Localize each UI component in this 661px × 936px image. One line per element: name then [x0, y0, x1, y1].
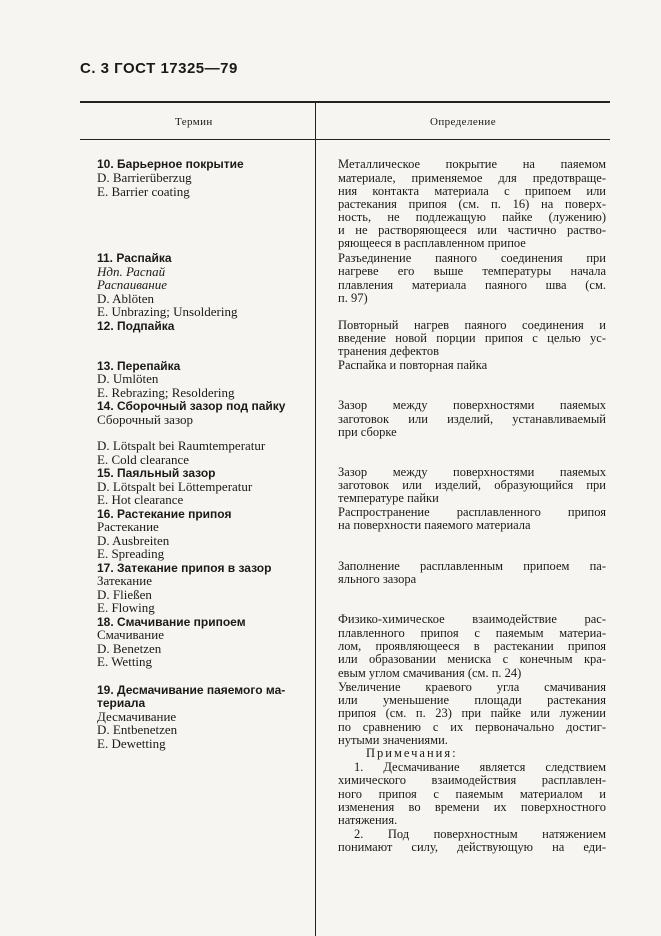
term-11-de: D. Ablöten: [97, 291, 155, 306]
term-15-de: D. Lötspalt bei Löttemperatur: [97, 479, 253, 494]
term-14-de: D. Lötspalt bei Raumtemperatur: [97, 438, 266, 453]
def-18-line-5: евым углом смачивания (см. п. 24): [338, 666, 522, 680]
term-11-title: 11. Распайка: [97, 251, 172, 265]
def-14-line-1: Зазор между поверхностями паяемых: [338, 398, 606, 412]
def-14-line-3: при сборке: [338, 425, 397, 439]
def-17-line-1: Заполнение расплавленным припоем па-: [338, 559, 606, 573]
def-10-line-4: растекания припоя (см. п. 16) на поверх-: [338, 197, 606, 211]
term-18-en: E. Wetting: [97, 654, 153, 669]
def-16-line-1: Распространение расплавленного припоя: [338, 505, 606, 519]
def-15-line-2: заготовок или изделий, образующийся при: [338, 478, 606, 492]
term-16-synonym: Растекание: [97, 519, 159, 534]
def-13-line-1: Распайка и повторная пайка: [338, 358, 488, 372]
term-17-en: E. Flowing: [97, 600, 155, 615]
def-11-line-1: Разъединение паяного соединения при: [338, 251, 606, 265]
term-19-synonym: Десмачивание: [97, 709, 177, 724]
term-19-de: D. Entbenetzen: [97, 722, 178, 737]
term-15-title: 15. Паяльный зазор: [97, 466, 216, 480]
def-17-line-2: яльного зазора: [338, 572, 417, 586]
term-17-synonym: Затекание: [97, 573, 152, 588]
note-1-line-5: натяжения.: [338, 813, 398, 827]
note-1-line-3: ного припоя с паяемым материалом и: [338, 787, 606, 801]
term-14-en: E. Cold clearance: [97, 452, 190, 467]
term-16-de: D. Ausbreiten: [97, 533, 170, 548]
note-2-line-2: понимают силу, действующую на еди-: [338, 840, 606, 854]
term-19-en: E. Dewetting: [97, 736, 166, 751]
note-2-line-1: 2. Под поверхностным натяжением: [354, 827, 606, 841]
term-18-synonym: Смачивание: [97, 627, 164, 642]
term-19-title-cont: териала: [97, 696, 146, 710]
def-10-line-7: ряющееся в расплавленном припое: [338, 236, 526, 250]
note-1-line-2: химического взаимодействия расплавлен-: [338, 773, 606, 787]
note-1-line-1: 1. Десмачивание является следствием: [354, 760, 606, 774]
term-19-title: 19. Десмачивание паяемого ма-: [97, 683, 286, 697]
def-10-line-6: и не растворяющееся или частично раство-: [338, 223, 606, 237]
def-18-line-1: Физико-химическое взаимодействие рас-: [338, 612, 606, 626]
term-12-title: 12. Подпайка: [97, 319, 175, 333]
term-17-de: D. Fließen: [97, 587, 152, 602]
def-16-line-2: на поверхности паяемого материала: [338, 518, 531, 532]
term-10-en: E. Barrier coating: [97, 184, 190, 199]
def-10-line-3: ния контакта материала с припоем или: [338, 184, 606, 198]
def-15-line-3: температуре пайки: [338, 491, 439, 505]
table-header-rule: [80, 139, 610, 140]
term-11-deprecated-2: Распаивание: [97, 277, 167, 292]
def-10-line-2: материале, применяемое для предотвраще-: [338, 171, 606, 185]
term-13-de: D. Umlöten: [97, 371, 159, 386]
term-13-title: 13. Перепайка: [97, 359, 181, 373]
def-19-line-1: Увеличение краевого угла смачивания: [338, 680, 606, 694]
column-header-definition: Определение: [430, 116, 496, 128]
def-18-line-2: плавленного припоя с паяемым материа-: [338, 626, 606, 640]
def-10-line-1: Металлическое покрытие на паяемом: [338, 157, 606, 171]
def-15-line-1: Зазор между поверхностями паяемых: [338, 465, 606, 479]
term-11-en: E. Unbrazing; Unsoldering: [97, 304, 238, 319]
term-10-title: 10. Барьерное покрытие: [97, 157, 244, 171]
def-18-line-4: или образовании мениска с конечным кра-: [338, 652, 606, 666]
note-1-line-4: изменения во времени их поверхностного: [338, 800, 606, 814]
term-13-en: E. Rebrazing; Resoldering: [97, 385, 235, 400]
def-12-line-1: Повторный нагрев паяного соединения и: [338, 318, 606, 332]
page-header: С. 3 ГОСТ 17325—79: [80, 60, 238, 77]
term-10-de: D. Barrierüberzug: [97, 170, 192, 185]
table-top-rule: [80, 101, 610, 103]
term-18-de: D. Benetzen: [97, 641, 162, 656]
term-15-en: E. Hot clearance: [97, 492, 184, 507]
term-18-title: 18. Смачивание припоем: [97, 615, 246, 629]
column-header-term: Термин: [175, 116, 213, 128]
notes-heading: Примечания:: [366, 746, 458, 760]
def-19-line-4: по сравнению с их первоначально достиг-: [338, 720, 606, 734]
term-11-deprecated: Ндп. Распай: [97, 264, 166, 279]
term-17-title: 17. Затекание припоя в зазор: [97, 561, 272, 575]
def-19-line-5: нутыми значениями.: [338, 733, 448, 747]
def-11-line-4: п. 97): [338, 291, 368, 305]
def-19-line-2: или уменьшение площади растекания: [338, 693, 606, 707]
def-18-line-3: лом, проявляющееся в растекании припоя: [338, 639, 606, 653]
def-11-line-3: плавления материала паяного шва (см.: [338, 278, 606, 292]
def-14-line-2: заготовок или изделий, устанавливаемый: [338, 412, 606, 426]
def-12-line-2: введение новой порции припоя с целью ус-: [338, 331, 606, 345]
def-12-line-3: транения дефектов: [338, 344, 439, 358]
def-19-line-3: припоя (см. п. 23) при пайке или лужении: [338, 706, 606, 720]
def-11-line-2: нагреве его выше температуры начала: [338, 264, 606, 278]
term-16-title: 16. Растекание припоя: [97, 507, 232, 521]
term-14-title: 14. Сборочный зазор под пайку: [97, 399, 286, 413]
term-14-synonym: Сборочный зазор: [97, 412, 194, 427]
column-divider: [315, 101, 316, 936]
def-10-line-5: ность, не подлежащую пайке (лужению): [338, 210, 606, 224]
term-16-en: E. Spreading: [97, 546, 165, 561]
